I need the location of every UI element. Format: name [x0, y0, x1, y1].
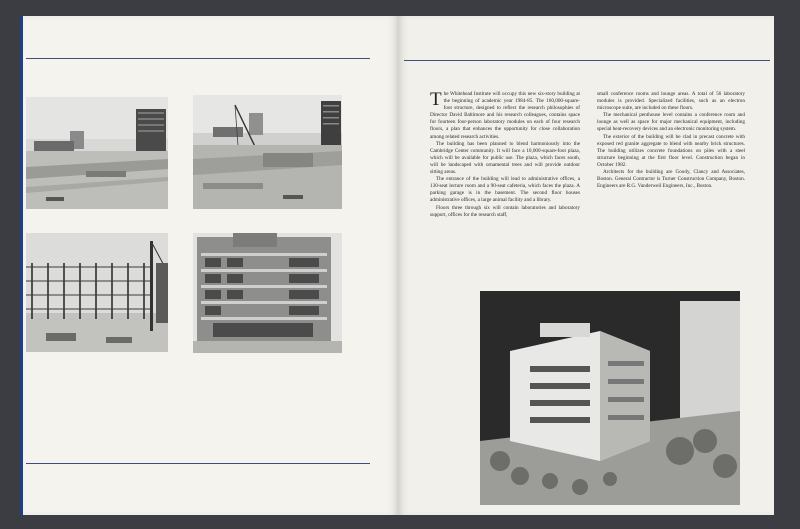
paragraph-6: The mechanical penthouse level contains a conference room and lounge as well as space for major mechanical equipment, including special heat-recovery devices and an electronic monitoring system. [597, 112, 745, 133]
site-photo-3 [26, 233, 168, 352]
paragraph-5: small conference rooms and lounge areas. A total of 56 laboratory modules is provided. Specialized facilities, such as an electron microscope suite, are included on these floors. [597, 91, 745, 112]
paragraph-3: The entrance of the building will lead to administrative offices, a 130-seat lecture room and a 90-seat cafeteria, which faces the plaza. A parking garage is in the basement. The second floor houses administrative offices, a large animal facility and a library. [430, 176, 580, 204]
page-edge [20, 16, 23, 515]
drop-cap: T [430, 89, 442, 110]
paragraph-7: The exterior of the building will be clad in precast concrete with exposed red granite aggregate to blend with nearby brick structures. The building utilizes concrete foundations on piles with a steel structure beginning at the first floor level. Construction began in October 1982. [597, 133, 745, 168]
site-photo-4 [193, 233, 342, 353]
text-column-2 [597, 91, 745, 190]
text-column-1 [430, 91, 580, 219]
site-photo-2 [193, 95, 342, 209]
paragraph-2: The building has been planned to blend harmoniously into the Cambridge Center community. It will face a 10,000-square-foot plaza, which will be available for public use. The plaza, which faces south, will be landscaped with ornamental trees and will provide outdoor sitting areas. [430, 140, 580, 176]
paragraph-1: he Whitehead Institute will occupy this new six-story building at the beginning of academic year 1984-85. The 160,000-square-foot structure, designed to reflect the research philosophies of Director David Baltimore and his research colleagues, contains space for fourteen four-person laboratory modules on each of four research floors, a plan that enhances the opportunity for close collaboration among related research activities. [430, 91, 580, 140]
paragraph-8: Architects for the building are Goody, Clancy and Associates, Boston. General Contractor is Turner Construction Company, Boston. Engineers are R.G. Vanderweil Engineers, Inc., Boston. [597, 169, 745, 190]
architectural-model-photo [480, 291, 740, 505]
paragraph-4: Floors three through six will contain laboratories and laboratory support, offices for the research staff, [430, 204, 580, 218]
site-photo-1 [26, 97, 168, 209]
bottom-rule-left [26, 463, 370, 464]
top-rule-right [404, 60, 770, 61]
top-rule-left [26, 58, 370, 59]
